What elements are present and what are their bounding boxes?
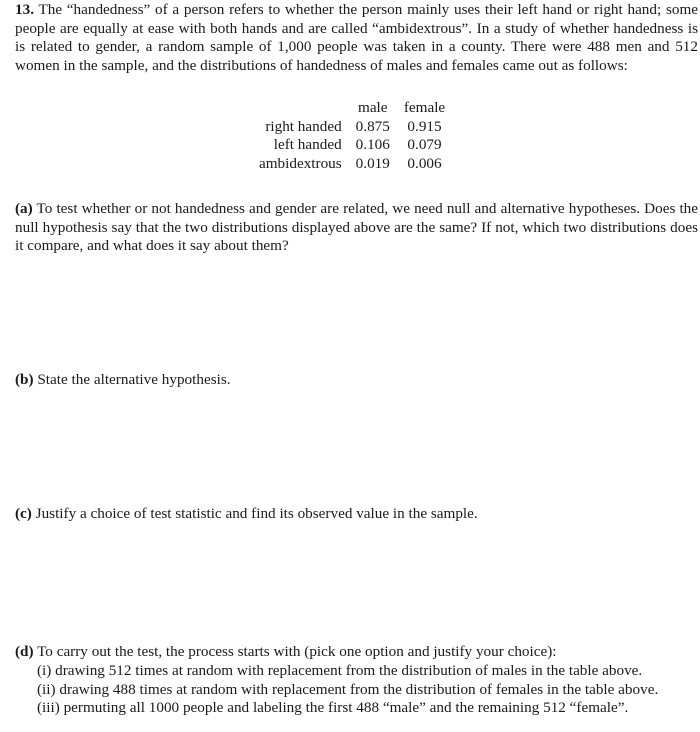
cell-male: 0.106 [355, 136, 390, 154]
table-row [252, 136, 452, 155]
cell-female: 0.006 [407, 154, 442, 172]
cell-male: 0.875 [355, 117, 390, 135]
part-b-label: (b) [15, 371, 34, 388]
column-header-female: female [403, 99, 446, 116]
part-b [15, 371, 698, 390]
problem-intro-text: The “handedness” of a person refers to whether the person mainly uses their left hand or right hand; some people are equally at ease with both hands and are called “ambidextrous”. In a study of whether handedness is is related to gender, a random sample of 1,000 people was taken in a county. There were 488 men and 512 women in the sample, and the distributions of handedness of males and females came out as follows: [15, 1, 699, 74]
cell-female: 0.915 [407, 117, 442, 135]
column-header-male: male [358, 99, 388, 116]
option-iii: (iii) permuting all 1000 people and labeling the first 488 “male” and the remaining 512 “female”. [37, 699, 629, 717]
part-b-text: State the alternative hypothesis. [37, 371, 231, 388]
part-d-text: To carry out the test, the process starts with (pick one option and justify your choice): [37, 643, 557, 660]
option-ii: (ii) drawing 488 times at random with replacement from the distribution of females in the table above. [37, 680, 659, 698]
table-row [252, 118, 452, 137]
option-i: (i) drawing 512 times at random with replacement from the distribution of males in the table above. [37, 662, 643, 679]
table-row [252, 155, 452, 174]
row-label: right handed [265, 117, 342, 135]
part-c-text: Justify a choice of test statistic and find its observed value in the sample. [35, 505, 478, 522]
part-a [15, 200, 698, 256]
part-a-text: To test whether or not handedness and gender are related, we need null and alternative hypotheses. Does the null hypothesis say that the two distributions displayed above are the same? If not, which two distributions does it compare, and what does it say about them? [15, 200, 698, 255]
part-d [15, 643, 698, 662]
part-d-options [37, 662, 699, 718]
part-d-label: (d) [15, 643, 34, 660]
handedness-table [252, 99, 452, 173]
cell-female: 0.079 [407, 136, 442, 154]
table-header-row [252, 99, 452, 118]
part-a-label: (a) [15, 200, 33, 217]
table-corner [252, 99, 349, 118]
part-c [15, 505, 698, 524]
part-c-label: (c) [15, 505, 32, 522]
cell-male: 0.019 [355, 154, 390, 172]
row-label: left handed [273, 136, 342, 154]
row-label: ambidextrous [259, 154, 342, 172]
problem-number: 13. [15, 1, 34, 18]
problem-intro [15, 1, 698, 75]
